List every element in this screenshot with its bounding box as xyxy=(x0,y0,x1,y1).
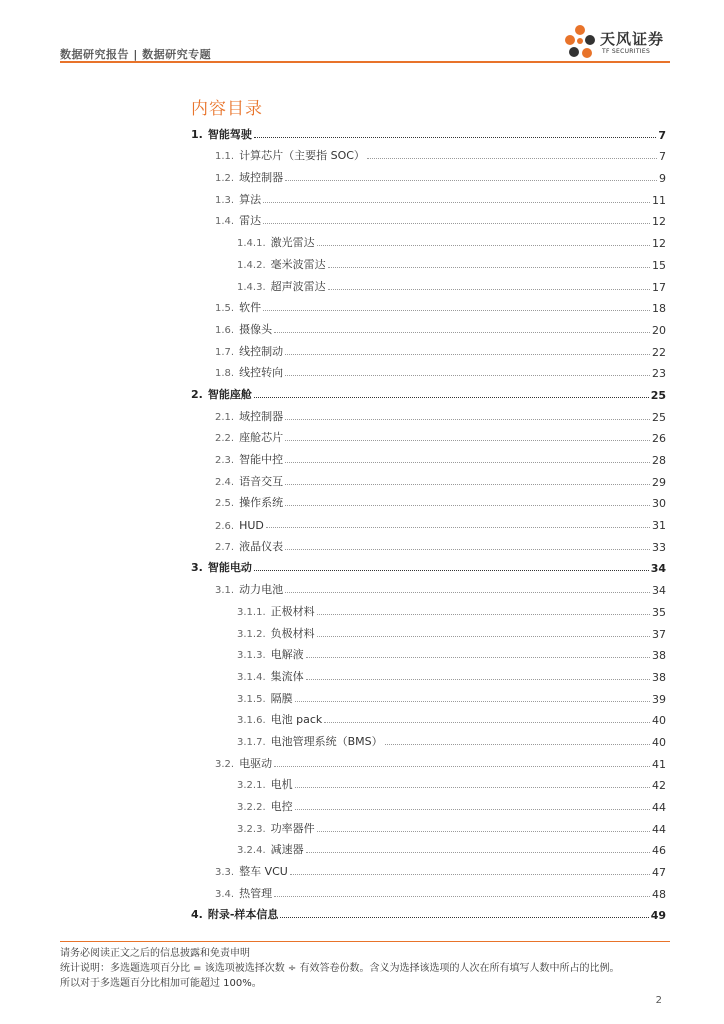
toc-entry-number: 4. xyxy=(191,908,203,922)
toc-entry[interactable] xyxy=(191,207,666,229)
toc-leader-dots xyxy=(324,721,650,723)
footer-stat-note-continued: 所以对于多选题百分比相加可能超过 100%。 xyxy=(60,978,262,989)
toc-entry-label: 电解液 xyxy=(270,648,304,662)
toc-entry-label: 激光雷达 xyxy=(270,236,315,250)
toc-entry-number: 1.4.2. xyxy=(237,259,266,271)
toc-entry-number: 3.2.1. xyxy=(237,780,266,792)
toc-entry-page: 12 xyxy=(652,237,666,251)
toc-entry-page: 7 xyxy=(659,150,666,164)
toc-entry[interactable] xyxy=(191,771,666,793)
toc-entry-number: 1. xyxy=(191,127,203,141)
toc-entry-number: 3.2.4. xyxy=(237,845,266,857)
toc-leader-dots xyxy=(317,613,650,615)
toc-entry-label: 线控制动 xyxy=(239,344,284,358)
toc-entry-page: 33 xyxy=(652,540,666,554)
toc-leader-dots xyxy=(254,396,649,398)
toc-entry-page: 37 xyxy=(652,627,666,641)
toc-entry-label: 电机 xyxy=(270,778,293,792)
toc-entry-page: 47 xyxy=(652,866,666,880)
toc-leader-dots xyxy=(280,916,648,918)
toc-leader-dots xyxy=(263,201,650,203)
toc-leader-dots xyxy=(290,873,650,875)
toc-entry-number: 3.1.4. xyxy=(237,671,266,683)
toc-entry[interactable] xyxy=(191,879,666,901)
flower-logo-icon xyxy=(560,20,600,62)
toc-entry-page: 11 xyxy=(652,193,666,207)
toc-entry-label: 减速器 xyxy=(270,843,304,857)
toc-entry-label: 隔膜 xyxy=(270,691,293,705)
toc-entry-label: 智能座舱 xyxy=(207,387,252,401)
toc-leader-dots xyxy=(285,461,650,463)
toc-entry-page: 49 xyxy=(650,909,666,923)
toc-leader-dots xyxy=(266,526,650,528)
toc-entry[interactable] xyxy=(191,749,666,771)
toc-entry-label: 动力电池 xyxy=(239,583,284,597)
toc-entry[interactable] xyxy=(191,554,666,576)
toc-entry-label: 智能驾驶 xyxy=(207,127,252,141)
toc-leader-dots xyxy=(317,635,650,637)
toc-entry-number: 3.4. xyxy=(215,888,235,900)
toc-entry-page: 20 xyxy=(652,323,666,337)
toc-entry[interactable] xyxy=(191,359,666,381)
toc-entry[interactable] xyxy=(191,402,666,424)
toc-entry-label: HUD xyxy=(239,519,264,533)
toc-entry-number: 1.4.3. xyxy=(237,281,266,293)
toc-entry-number: 3.1.3. xyxy=(237,650,266,662)
toc-entry-number: 3.2. xyxy=(215,758,235,770)
toc-leader-dots xyxy=(285,548,650,550)
toc-entry[interactable] xyxy=(191,532,666,554)
toc-entry-number: 2.2. xyxy=(215,433,235,445)
toc-entry-number: 1.8. xyxy=(215,368,235,380)
toc-entry[interactable] xyxy=(191,272,666,294)
toc-entry-label: 功率器件 xyxy=(270,821,315,835)
toc-entry[interactable] xyxy=(191,619,666,641)
toc-leader-dots xyxy=(254,136,657,138)
toc-entry[interactable] xyxy=(191,120,666,142)
toc-entry-label: 语音交互 xyxy=(239,474,284,488)
toc-entry-label: 软件 xyxy=(239,301,262,315)
toc-leader-dots xyxy=(285,374,650,376)
toc-entry[interactable] xyxy=(191,836,666,858)
toc-entry-page: 38 xyxy=(652,670,666,684)
toc-entry-label: 计算芯片（主要指 SOC） xyxy=(239,149,365,163)
toc-entry-page: 23 xyxy=(652,367,666,381)
toc-entry[interactable] xyxy=(191,380,666,402)
toc-leader-dots xyxy=(328,266,650,268)
toc-entry[interactable] xyxy=(191,662,666,684)
toc-entry-number: 3.1.2. xyxy=(237,628,266,640)
toc-entry-label: 负极材料 xyxy=(270,626,315,640)
toc-entry-page: 48 xyxy=(652,887,666,901)
toc-leader-dots xyxy=(285,439,650,441)
toc-entry-number: 1.4. xyxy=(215,216,235,228)
toc-entry-page: 42 xyxy=(652,779,666,793)
toc-entry[interactable] xyxy=(191,575,666,597)
toc-entry-page: 22 xyxy=(652,345,666,359)
toc-leader-dots xyxy=(274,331,650,333)
toc-entry-number: 3.1.6. xyxy=(237,715,266,727)
toc-entry-number: 1.2. xyxy=(215,173,235,185)
toc-leader-dots xyxy=(274,895,650,897)
toc-entry[interactable] xyxy=(191,489,666,511)
toc-entry[interactable] xyxy=(191,510,666,532)
toc-entry-number: 3.1.5. xyxy=(237,693,266,705)
toc-leader-dots xyxy=(385,743,650,745)
toc-entry-number: 1.1. xyxy=(215,151,235,163)
toc-entry-page: 18 xyxy=(652,302,666,316)
toc-leader-dots xyxy=(317,244,650,246)
toc-entry[interactable] xyxy=(191,814,666,836)
toc-entry-number: 2.3. xyxy=(215,455,235,466)
toc-entry[interactable] xyxy=(191,901,666,923)
toc-entry-number: 2.5. xyxy=(215,498,235,510)
toc-entry-label: 雷达 xyxy=(239,214,262,228)
toc-entry-label: 液晶仪表 xyxy=(239,539,284,553)
toc-entry-number: 1.4.1. xyxy=(237,238,266,250)
toc-leader-dots xyxy=(306,678,650,680)
toc-leader-dots xyxy=(285,353,650,355)
toc-entry-label: 集流体 xyxy=(270,669,304,683)
toc-entry-label: 座舱芯片 xyxy=(239,431,284,445)
toc-leader-dots xyxy=(285,418,650,420)
footer-notes xyxy=(60,946,619,991)
toc-entry-page: 30 xyxy=(652,497,666,511)
toc-leader-dots xyxy=(285,179,657,181)
toc-entry-page: 17 xyxy=(652,280,666,294)
toc-entry-label: 域控制器 xyxy=(239,409,284,423)
toc-entry-label: 整车 VCU xyxy=(239,865,288,879)
footer-divider xyxy=(60,941,670,942)
toc-leader-dots xyxy=(274,765,650,767)
toc-entry-page: 25 xyxy=(650,388,666,402)
toc-entry-label: 摄像头 xyxy=(239,322,273,336)
toc-leader-dots xyxy=(367,157,657,159)
toc-entry[interactable] xyxy=(191,467,666,489)
toc-entry[interactable] xyxy=(191,727,666,749)
toc-entry-page: 7 xyxy=(658,128,666,142)
toc-entry-label: 超声波雷达 xyxy=(270,279,326,293)
toc-entry[interactable] xyxy=(191,857,666,879)
logo-text: 天风证券 xyxy=(600,30,665,48)
toc-entry-page: 31 xyxy=(652,519,666,533)
toc-entry[interactable] xyxy=(191,445,666,467)
toc-entry-page: 29 xyxy=(652,475,666,489)
toc-leader-dots xyxy=(263,309,650,311)
toc-entry[interactable] xyxy=(191,706,666,728)
toc-entry-label: 热管理 xyxy=(239,886,273,900)
toc-entry-number: 3.1. xyxy=(215,585,235,597)
toc-entry-page: 15 xyxy=(652,258,666,272)
page-number: 2 xyxy=(655,995,662,1006)
toc-entry-number: 1.7. xyxy=(215,346,235,358)
toc-entry-page: 28 xyxy=(652,454,666,467)
toc-leader-dots xyxy=(285,483,650,485)
footer-disclaimer: 请务必阅读正文之后的信息披露和免责申明 xyxy=(60,948,250,959)
toc-entry[interactable] xyxy=(191,597,666,619)
toc-entry-page: 39 xyxy=(652,692,666,706)
toc-entry-number: 2.6. xyxy=(215,521,235,533)
toc-entry-number: 3.3. xyxy=(215,867,235,879)
toc-entry-page: 26 xyxy=(652,432,666,446)
toc-entry-page: 34 xyxy=(650,562,666,576)
toc-entry-number: 2. xyxy=(191,387,203,401)
toc-entry-page: 12 xyxy=(652,215,666,229)
toc-entry-label: 毫米波雷达 xyxy=(270,257,326,271)
toc-entry-label: 正极材料 xyxy=(270,604,315,618)
toc-title: 内容目录 xyxy=(191,99,263,119)
toc-entry[interactable] xyxy=(191,337,666,359)
toc-entry-label: 电驱动 xyxy=(239,756,273,770)
toc-entry-number: 3.2.2. xyxy=(237,802,266,813)
toc-entry-page: 44 xyxy=(652,801,666,814)
toc-entry[interactable] xyxy=(191,163,666,185)
toc-entry[interactable] xyxy=(191,424,666,446)
toc-entry-number: 1.5. xyxy=(215,303,235,315)
toc-entry-number: 1.6. xyxy=(215,324,235,336)
toc-entry-page: 44 xyxy=(652,822,666,836)
toc-leader-dots xyxy=(254,569,649,571)
toc-entry-page: 40 xyxy=(652,714,666,728)
logo-subtext: TF SECURITIES xyxy=(602,48,651,55)
toc-entry-label: 操作系统 xyxy=(239,496,284,510)
toc-leader-dots xyxy=(295,786,650,788)
toc-entry[interactable] xyxy=(191,684,666,706)
toc-entry-page: 41 xyxy=(652,757,666,771)
footer-stat-note: 统计说明：多选题选项百分比 = 该选项被选择次数 ÷ 有效答卷份数。含义为选择该选项的人次在所有填写人数中所占的比例。 xyxy=(60,963,620,974)
toc-entry-label: 线控转向 xyxy=(239,366,284,380)
toc-leader-dots xyxy=(295,700,650,702)
toc-entry-label: 算法 xyxy=(239,192,262,206)
toc-entry-number: 2.1. xyxy=(215,411,235,423)
toc-entry-label: 电池管理系统（BMS） xyxy=(270,734,383,748)
toc-entry-number: 3.1.1. xyxy=(237,606,266,618)
toc-entry-number: 3.2.3. xyxy=(237,823,266,835)
toc-entry-page: 46 xyxy=(652,844,666,858)
toc-entry[interactable] xyxy=(191,142,666,164)
toc-leader-dots xyxy=(306,656,650,658)
toc-leader-dots xyxy=(306,851,650,853)
toc-entry[interactable] xyxy=(191,315,666,337)
toc-entry[interactable] xyxy=(191,250,666,272)
company-logo xyxy=(560,20,670,62)
toc-entry-page: 34 xyxy=(652,584,666,598)
toc-entry-number: 3.1.7. xyxy=(237,736,266,748)
toc-entry-page: 9 xyxy=(659,172,666,186)
toc-entry-label: 智能电动 xyxy=(207,561,252,575)
toc-entry-page: 35 xyxy=(652,605,666,619)
toc-entry[interactable] xyxy=(191,792,666,814)
toc-leader-dots xyxy=(263,222,650,224)
toc-entry-label: 域控制器 xyxy=(239,171,284,185)
toc-entry-page: 40 xyxy=(652,735,666,749)
toc-leader-dots xyxy=(285,504,650,506)
toc-entry[interactable] xyxy=(191,641,666,663)
toc-entry-label: 附录-样本信息 xyxy=(207,908,279,922)
header-left-text: 数据研究报告 | 数据研究专题 xyxy=(60,48,212,61)
toc-entry-label: 智能中控 xyxy=(239,453,284,466)
toc-leader-dots xyxy=(328,288,650,290)
toc-entry-number: 2.4. xyxy=(215,476,235,488)
toc-entry-number: 1.3. xyxy=(215,194,235,206)
toc-entry-label: 电控 xyxy=(270,800,293,813)
toc-entry[interactable] xyxy=(191,228,666,250)
toc-leader-dots xyxy=(317,830,650,832)
toc-entry-number: 3. xyxy=(191,561,203,575)
toc-entry-label: 电池 pack xyxy=(270,713,323,727)
toc-leader-dots xyxy=(285,591,650,593)
toc-entry[interactable] xyxy=(191,294,666,316)
toc-entry-page: 25 xyxy=(652,410,666,424)
table-of-contents xyxy=(191,120,666,922)
toc-leader-dots xyxy=(295,808,650,810)
toc-entry-number: 2.7. xyxy=(215,541,235,553)
toc-entry-page: 38 xyxy=(652,649,666,663)
header-divider xyxy=(60,61,670,63)
toc-entry[interactable] xyxy=(191,185,666,207)
